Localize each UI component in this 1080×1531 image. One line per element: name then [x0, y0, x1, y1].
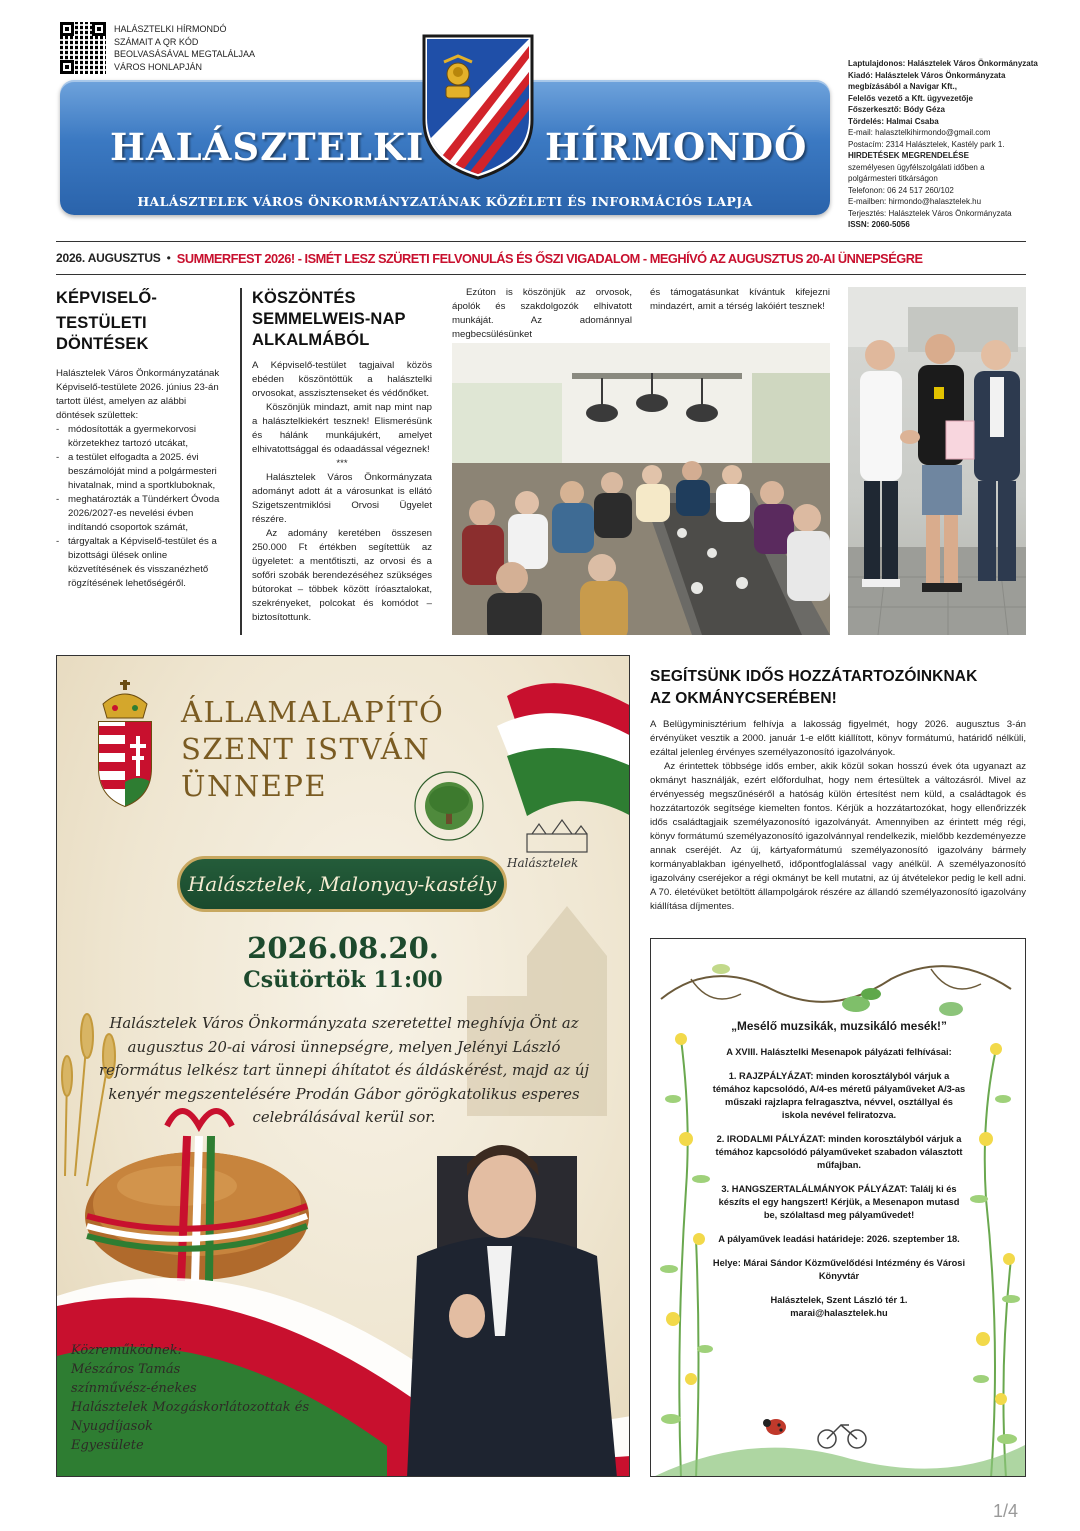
- imprint-line: polgármesteri titkárságon: [848, 174, 938, 183]
- flyer-item: 2. IRODALMI PÁLYÁZAT: minden korosztályból várjuk a témához kapcsolódó pályaműveket szabadon választott műfajban.: [715, 1134, 963, 1170]
- article-title-line: SEGÍTSÜNK IDŐS HOZZÁTARTOZÓINKNAK: [650, 668, 978, 685]
- qr-note-line: HALÁSZTELKI HÍRMONDÓ: [114, 24, 227, 34]
- halasztelek-logo-icon: [527, 820, 587, 852]
- poster-title-line: SZENT ISTVÁN: [181, 732, 431, 766]
- photo-donation-handover[interactable]: [848, 287, 1026, 635]
- article-title: [56, 288, 224, 355]
- poster-title: [181, 694, 444, 805]
- paragraph: Ezúton is köszönjük az orvosok, ápolók és szakdolgozók elhivatott munkáját. Az adománnyal megbecsülésünket: [452, 287, 632, 340]
- paragraph: A Belügyminisztérium felhívja a lakosság figyelmét, hogy 2026. augusztus 3-án érvényüket vesztik a 2000. január 1-e előtt kiállított, könyv formátumú, határidő nélküli, ezáltal jelenleg érvényes személyazonosító igazolványok.: [650, 719, 1026, 758]
- paragraph: Az adomány keretében összesen 250.000 Ft értékben segítettük az ügyeletet: a mentőtiszti, az orvosi és a sofőri szobák berendezéséhez szükséges bútorokat – többek között íróasztalokat, szekrényeket, polcokat és komódot – biztosítottunk.: [252, 528, 432, 623]
- holy-crown-icon: [103, 680, 147, 718]
- flyer-deadline: A pályaművek leadási határideje: 2026. szeptember 18.: [718, 1234, 960, 1244]
- imprint-line: Kiadó: Halásztelek Város Önkormányzata: [848, 70, 1006, 80]
- article-council-decisions: [56, 288, 224, 591]
- contributors-line: Halásztelek Mozgáskorlátozottak és Nyugdíjasok: [71, 1400, 310, 1434]
- imprint: [848, 58, 1068, 231]
- poster-title-line: ÁLLAMALAPÍTÓ: [181, 695, 445, 729]
- poster-time: Csütörtök 11:00: [243, 967, 443, 993]
- flyer-place: Helye: Márai Sándor Közművelődési Intézmény és Városi Könyvtár: [712, 1258, 966, 1281]
- article-title-line: SEMMELWEIS-NAP: [252, 310, 406, 328]
- imprint-issn: ISSN: 2060-5056: [848, 220, 910, 229]
- qr-note-line: BEOLVASÁSÁVAL MEGTALÁLJAA: [114, 49, 256, 59]
- qr-note-line: VÁROS HONLAPJÁN: [114, 61, 203, 72]
- paragraph: Köszönjük mindazt, amit nap mint nap a halásztelkiekért tesznek! Elismerésünk és hálánk munkájukért, amelyet elhivatottsággal és odaadással végeznek!: [252, 402, 432, 455]
- halasztelek-logo-text: Halásztelek: [507, 856, 579, 870]
- article-continued-col1: [452, 286, 632, 342]
- imprint-line: személyesen ügyfélszolgálati időben a: [848, 162, 985, 172]
- poster-location-ribbon: [177, 856, 507, 912]
- imprint-line: megbízásából a Navigar Kft.,: [848, 82, 957, 91]
- poster-location: Halásztelek, Malonyay-kastély: [187, 872, 497, 896]
- flyer-email[interactable]: marai@halasztelek.hu: [790, 1308, 888, 1318]
- imprint-line: Tördelés: Halmai Csaba: [848, 116, 939, 126]
- paragraph: A Képviselő-testület tagjaival közös ebéden köszöntöttük a halásztelki orvosokat, asszisztenseket és védőnőket.: [252, 360, 432, 399]
- article-continued-col2: [650, 286, 830, 314]
- imprint-line: Főszerkesztő: Bódy Géza: [848, 105, 945, 114]
- article-semmelweis: [252, 288, 432, 625]
- imprint-line: Laptulajdonos: Halásztelek Város Önkormányzata: [848, 59, 1038, 68]
- poster-contributors: [71, 1341, 391, 1455]
- article-id-renewal: [650, 666, 1026, 914]
- paragraph: Halásztelek Város Önkormányzata adományt adott át a városunkat is ellátó Szigetszentmiklósi Orvosi Ügyelet részére.: [252, 472, 432, 525]
- article-title-line: TESTÜLETI DÖNTÉSEK: [56, 314, 149, 353]
- coat-of-arms-icon: [420, 32, 536, 182]
- headline-strip: [56, 241, 1026, 275]
- masthead-subtitle: HALÁSZTELEK VÁROS ÖNKORMÁNYZATÁNAK KÖZÉLETI ÉS INFORMÁCIÓS LAPJA: [137, 194, 753, 209]
- flyer-item: 1. RAJZPÁLYÁZAT: minden korosztályból várjuk a témához kapcsolódó, A/4-es méretű pályaműveket A/3-as műszaki rajzlapra felragasztva, névvel, osztállyal és iskola nevével feliratozva.: [712, 1071, 966, 1120]
- page-indicator: 1/4: [992, 1501, 1018, 1521]
- article-title: [650, 666, 1026, 710]
- flyer-address: Halásztelek, Szent László tér 1.: [770, 1295, 908, 1305]
- article-title-line: KÉPVISELŐ-: [56, 289, 157, 307]
- flyer-item: 3. HANGSZERTALÁLMÁNYOK PÁLYÁZAT: Találj ki és készíts el egy hangszert! Kérjük, a Mesenapon mutasd be, szólaltasd meg pályaművedet!: [718, 1184, 960, 1220]
- contributors-line: Közreműködnek:: [71, 1343, 182, 1358]
- photo-doctors-lunch-image: [452, 343, 830, 635]
- article-title-line: AZ OKMÁNYCSERÉBEN!: [650, 690, 837, 707]
- poster-saint-stephen-day[interactable]: [56, 655, 630, 1477]
- article-title-line: KÖSZÖNTÉS: [252, 289, 356, 307]
- article-title-line: ALKALMÁBÓL: [252, 331, 370, 349]
- imprint-line: Postacím: 2314 Halásztelek, Kastély park 1.: [848, 139, 1005, 149]
- separator: ***: [336, 458, 348, 469]
- contributors-line: Egyesülete: [71, 1438, 144, 1453]
- issue-headline: SUMMERFEST 2026! - ISMÉT LESZ SZÜRETI FELVONULÁS ÉS ŐSZI VIGADALOM - MEGHÍVÓ AZ AUGUSZTUS 20-AI ÜNNEPSÉGRE: [176, 250, 923, 266]
- article-title: [252, 288, 432, 351]
- imprint-line: HIRDETÉSEK MEGRENDELÉSE: [848, 151, 969, 160]
- list-item: - módosították a gyermekorvosi körzetekhez tartozó utcákat,: [56, 423, 224, 451]
- issue-date: 2026. AUGUSZTUS: [56, 251, 161, 265]
- list-item: - meghatározták a Tündérkert Óvoda 2026/2027-es nevelési évben indítandó csoportok számát,: [56, 493, 224, 535]
- bicycle-icon: [818, 1425, 866, 1448]
- mesenap-flyer[interactable]: [650, 938, 1026, 1477]
- masthead-title-left: HALÁSZTELKI: [110, 125, 425, 169]
- performer-photo: [407, 1145, 617, 1477]
- article-intro: Halásztelek Város Önkormányzatának Képviselő-testülete 2026. június 23-án tartott ülést, amelyen az alábbi döntések születtek:: [56, 368, 220, 421]
- list-item: - a testület elfogadta a 2025. évi beszámolóját mind a polgármesteri hivatalnak, mind a sportkluboknak,: [56, 451, 224, 493]
- bullet: •: [166, 251, 171, 265]
- poster-title-line: ÜNNEPE: [181, 769, 328, 803]
- flyer-text: [711, 1019, 967, 1320]
- qr-note-line: SZÁMAIT A QR KÓD: [114, 36, 199, 47]
- photo-doctors-lunch[interactable]: [452, 343, 830, 635]
- paragraph: és támogatásunkat kívántuk kifejezni mindazért, amit a térség lakóiért tesznek!: [650, 287, 830, 312]
- paragraph: Az érintettek többsége idős ember, akik közül sokan hosszú évek óta ugyanazt az okmányt használják, ezért előfordulhat, hogy nem értesültek a változásról. Mivel az érvényesség megszűnéséről a hatóság külön értesítést nem küld, a családtagok és hozzátartozók segítsége kiemelten fontos. Kérjük a hozzátartozókat, hogy ellenőrizzék idős családtagjaik személyazonosító igazolványát. Amennyiben az érintett még régi, könyv formátumú személyazonosító igazolvánnyal rendelkezik, mielőbb kezdeményezze annak cseréjét. Az új, kártyaformátumú személyazonosító igazolvány bármely kormányablakban igényelhető, időpontfoglalással vagy anélkül. A személyazonosító igazolvány cseréjekor a régi okmányt be kell mutatni, az új átvételekor pedig le kell adni. A 70. életévüket betöltött állampolgárok részére az állandó személyazonosító igazolvány kiállítása díjmentes.: [650, 761, 1026, 912]
- qr-note: [114, 23, 294, 73]
- ladybug-icon: [763, 1419, 786, 1435]
- poster-body: Halásztelek Város Önkormányzata szeretettel meghívja Önt az augusztus 20-ai városi ünnepségre, melyen Jelényi László református lelkész tart ünnepi áhítatot és áldáskérést, majd az új kenyér megszentelésére Prodán Gábor görögkatolikus esperes celebrálásával kerül sor.: [98, 1015, 590, 1126]
- hungarian-coat-of-arms-icon: [99, 722, 151, 812]
- imprint-email[interactable]: E-mail: halasztelkihirmondo@gmail.com: [848, 128, 991, 137]
- decision-list: [56, 423, 224, 591]
- flyer-intro: A XVIII. Halásztelki Mesenapok pályázati felhívásai:: [726, 1047, 952, 1057]
- masthead-title-right: HÍRMONDÓ: [545, 125, 808, 169]
- imprint-email[interactable]: E-mailben: hirmondo@halasztelek.hu: [848, 197, 982, 206]
- imprint-phone: Telefonon: 06 24 517 260/102: [848, 185, 954, 195]
- photo-donation-handover-image: [848, 287, 1026, 635]
- contributors-line: Mészáros Tamás: [71, 1362, 181, 1377]
- imprint-line: Terjesztés: Halásztelek Város Önkormányzata: [848, 208, 1012, 218]
- flyer-title: „Mesélő muzsikák, muzsikáló mesék!”: [731, 1019, 947, 1033]
- contributors-line: színművész-énekes: [71, 1381, 197, 1396]
- imprint-line: Felelős vezető a Kft. ügyvezetője: [848, 93, 973, 103]
- qr-code[interactable]: [60, 22, 106, 74]
- list-item: - tárgyaltak a Képviselő-testület és a bizottsági ülések online közvetítésének és visszanézhető rögzítésének lehetőségéről.: [56, 535, 224, 591]
- column-divider: [240, 288, 242, 635]
- poster-date: 2026.08.20.: [247, 931, 439, 965]
